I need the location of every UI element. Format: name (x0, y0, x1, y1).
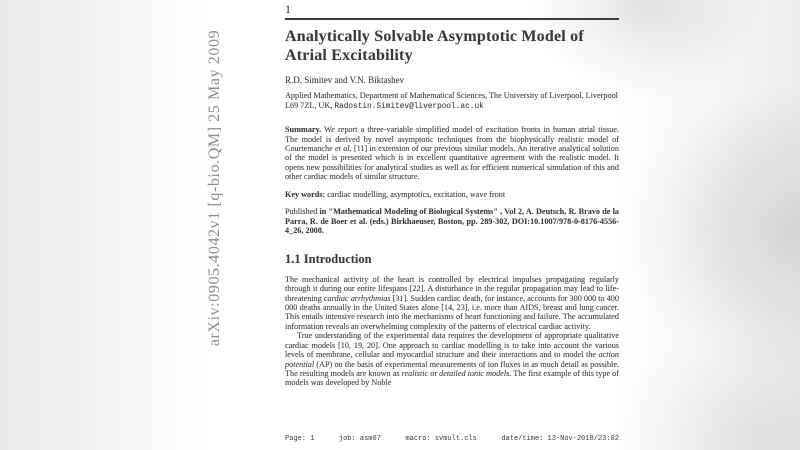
typesetting-footer (285, 435, 619, 443)
paper-title (285, 27, 619, 65)
summary-text-1: We report a three-variable simplified model of excitation fronts in human atrial tissue. The model is derived by novel asymptotic techniques from the biophysically realistic model of Courtemanche (285, 125, 619, 154)
para2-italic-realistic: realistic (401, 368, 429, 378)
chapter-number: 1 (285, 2, 291, 16)
page-content (285, 0, 619, 388)
para2-text-3: or (428, 368, 440, 378)
affiliation-line (285, 91, 619, 112)
para1-text-1: The mechanical activity of the heart is controlled by electrical impulses propagating regularly through it during our entire lifespans [22]. A disturbance in the regular propagation may lead to life-threatening (285, 274, 619, 303)
footer-datetime: date/time: 13-Nov-2018/23:02 (501, 435, 619, 443)
keywords-line (285, 190, 619, 199)
author-email: Radostin.Simitev@liverpool.ac.uk (334, 103, 484, 112)
summary-label: Summary. (285, 125, 322, 135)
para2-italic-detailed-ionic: detailed ionic models (439, 368, 510, 378)
keywords-label: Key words: (285, 189, 326, 199)
arxiv-watermark: arXiv:0905.4042v1 [q-bio.QM] 25 May 2009 (206, 29, 223, 347)
para2-text-2: (AP) on the basis of experimental measurements of ion fluxes in as much detail as possible. The resulting models are known as (285, 359, 619, 378)
para1-italic-arrhythmias: cardiac arrhythmias (323, 293, 391, 303)
published-reference: in "Mathematical Modeling of Biological Systems" , Vol 2, A. Deutsch, R. Bravo de la Parra, R. de Boer et al. (eds.) Birkhaeuser, Boston, pp. 289-302, DOI:10.1007/978-0-8176-4556-4_26, 2008. (285, 207, 619, 236)
intro-paragraph-2 (285, 331, 619, 387)
published-paragraph (285, 207, 619, 236)
affiliation-text: Applied Mathematics, Department of Mathematical Sciences, The University of Liverpool, Liverpool L69 7ZL, UK, (285, 91, 618, 111)
para2-italic-action-potential: action potential (285, 350, 619, 369)
paper-title-line2: Atrial Excitability (285, 47, 413, 65)
published-prefix: Published (285, 207, 320, 217)
intro-paragraph-1 (285, 275, 619, 331)
authors-line: R.D. Simitev and V.N. Biktashev (285, 75, 405, 86)
keywords-text: cardiac modelling, asymptotics, excitation, wave front (325, 189, 506, 199)
header-rule (285, 18, 619, 20)
footer-macro: macro: svmult.cls (405, 435, 477, 443)
para2-text-1: True understanding of the experimental data requires the development of appropriate qualitative cardiac models [10, 19, 20]. One approach to cardiac modelling is to take into account the various levels of membrane, cellular and myocardial structure and their interactions and to model the (285, 331, 619, 360)
section-heading-introduction: 1.1 Introduction (285, 251, 372, 266)
summary-paragraph (285, 125, 619, 181)
para2-text-4: . The first example of this type of models was developed by Noble (285, 368, 619, 388)
para1-text-2: [31]. Sudden cardiac death, for instance, accounts for 300 000 to 400 000 deaths annually in the United States alone [14, 23], i.e. more than AIDS, breast and lung cancer. This entails intensive research into the mechanisms of heart functioning and failure. The accumulated information reveals an overwhelming complexity of the patterns of electrical cardiac activity. (285, 293, 619, 331)
summary-text-2: [11] in extension of our previous similar models. An iterative analytical solution of the model is presented which is in excellent quantitative agreement with the realistic model. It opens new possibilities for analytical studies as well as for efficient numerical simulation of this and other cardiac models of similar structure. (285, 144, 619, 182)
paper-title-line1: Analytically Solvable Asymptotic Model of (285, 28, 584, 45)
summary-italic-etal: et al. (335, 144, 352, 154)
footer-page: Page: 1 (285, 435, 315, 443)
footer-job: job: asm07 (338, 435, 381, 443)
